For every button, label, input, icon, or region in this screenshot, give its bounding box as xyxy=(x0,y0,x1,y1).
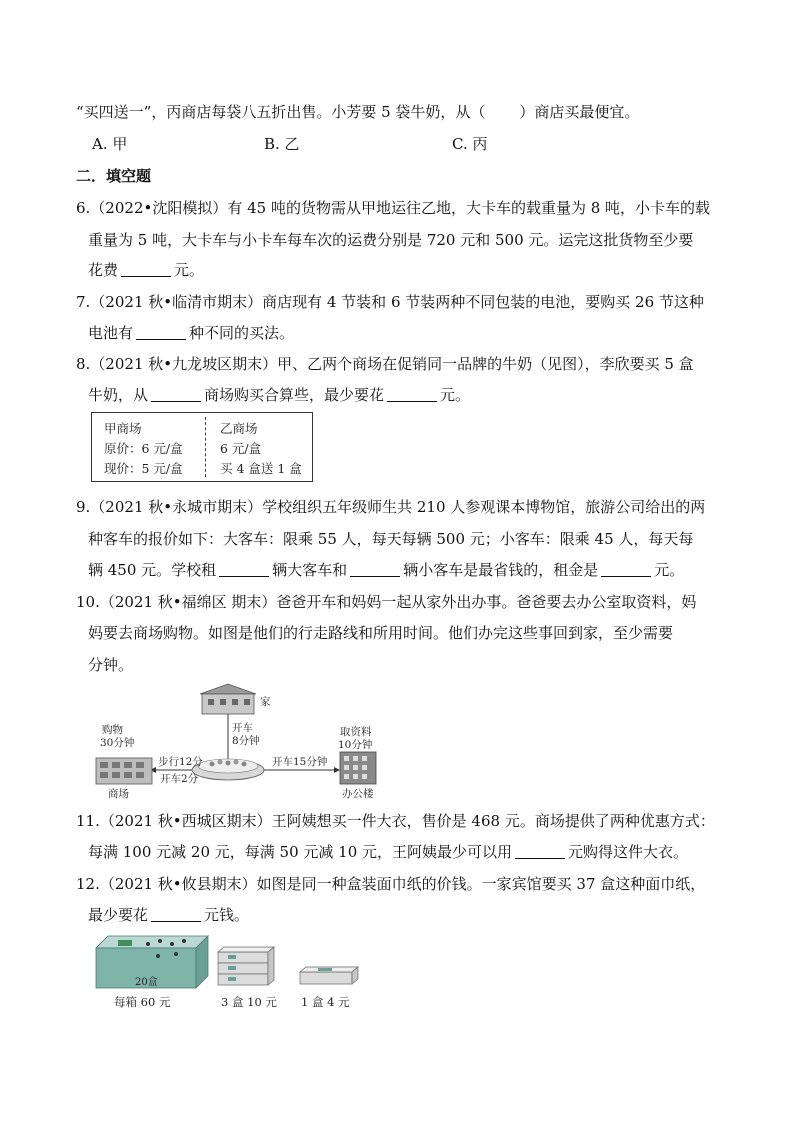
table-cell: 买 4 盒送 1 盒 xyxy=(220,461,302,476)
table-col-yi xyxy=(220,419,302,479)
q7-text-after: 种不同的买法。 xyxy=(189,324,295,342)
q9-line3 xyxy=(88,560,684,580)
q5-option-c[interactable]: C. 丙 xyxy=(452,135,488,153)
table-divider xyxy=(205,417,206,477)
table-cell: 甲商场 xyxy=(104,421,142,436)
price-case: 每箱 60 元 xyxy=(114,995,171,1009)
q11-text: 每满 100 元减 20 元，每满 50 元减 10 元，王阿姨最少可以用 xyxy=(88,843,513,861)
q8-price-table xyxy=(91,412,313,482)
q12-price-figure xyxy=(88,930,368,1020)
drive-home-label-2: 8分钟 xyxy=(232,735,260,747)
q8-answer-blank-1[interactable] xyxy=(151,387,201,402)
table-col-jia xyxy=(104,419,183,479)
price-three-pack: 3 盒 10 元 xyxy=(221,995,277,1009)
q5-option-a[interactable]: A. 甲 xyxy=(92,135,128,153)
table-cell: 现价：5 元/盒 xyxy=(104,461,183,476)
tissue-single-box-icon xyxy=(300,967,358,984)
table-cell: 乙商场 xyxy=(220,421,258,436)
q9-text-b: 辆大客车和 xyxy=(272,561,348,579)
q9-answer-blank-2[interactable] xyxy=(350,562,400,577)
q9-unit: 元。 xyxy=(654,561,685,579)
q11-line2 xyxy=(88,842,688,862)
q6-line2: 重量为 5 吨，大卡车与小卡车每车次的运费分别是 720 元和 500 元。运完这批货物至少要 xyxy=(88,231,694,249)
q11-line1: 11.（2021 秋•西城区期末）王阿姨想买一件大衣，售价是 468 元。商场提供了两种优惠方式： xyxy=(76,812,715,830)
home-label: 家 xyxy=(260,696,271,708)
walk-label: 步行12分 xyxy=(158,756,203,768)
q9-line1: 9.（2021 秋•永城市期末）学校组织五年级师生共 210 人参观课本博物馆，旅游公司给出的两 xyxy=(76,498,706,516)
mall-label: 商场 xyxy=(108,788,129,800)
case-count-label: 20盒 xyxy=(135,977,158,988)
office-label: 办公楼 xyxy=(342,788,374,800)
q12-answer-blank[interactable] xyxy=(151,907,201,922)
q8-unit: 元。 xyxy=(440,386,471,404)
q12-line2 xyxy=(88,905,249,925)
q8-text-b: 商场购买合算些，最少要花 xyxy=(204,386,385,404)
q11-answer-blank[interactable] xyxy=(515,844,565,859)
q5-option-b[interactable]: B. 乙 xyxy=(264,135,300,153)
table-cell: 6 元/盒 xyxy=(220,441,262,456)
table-cell: 原价：6 元/盒 xyxy=(104,441,183,456)
q6-line3 xyxy=(88,260,204,280)
q12-text: 最少要花 xyxy=(88,906,149,924)
q10-line3: 分钟。 xyxy=(88,656,134,674)
route-diagram xyxy=(88,680,388,830)
q5-text-after: ）商店买最便宜。 xyxy=(519,103,640,121)
q7-answer-blank[interactable] xyxy=(136,325,186,340)
q8-line1: 8.（2021 秋•九龙坡区期末）甲、乙两个商场在促销同一品牌的牛奶（见图），李欣要买 5 盒 xyxy=(76,355,694,373)
q9-answer-blank-3[interactable] xyxy=(601,562,651,577)
q12-line1: 12.（2021 秋•攸县期末）如图是同一种盒装面巾纸的价钱。一家宾馆要买 37 盒这种面巾纸， xyxy=(76,875,706,893)
drive-home-label-1: 开车 xyxy=(232,722,253,734)
q9-line2: 种客车的报价如下：大客车：限乘 55 人，每天每辆 500 元；小客车：限乘 45 人，每天每 xyxy=(88,530,694,548)
q9-text-c: 辆小客车是最省钱的，租金是 xyxy=(403,561,599,579)
q7-text: 电池有 xyxy=(88,324,134,342)
section-title: 二．填空题 xyxy=(76,167,152,185)
q8-line2 xyxy=(88,385,470,405)
drive-office-label: 开车15分钟 xyxy=(272,756,328,768)
q10-route-figure xyxy=(88,680,388,830)
q5-text xyxy=(76,102,639,122)
q9-text-a: 辆 450 元。学校租 xyxy=(88,561,217,579)
q12-unit: 元钱。 xyxy=(204,906,250,924)
shopping-label-1: 购物 xyxy=(102,724,123,736)
q8-text-a: 牛奶，从 xyxy=(88,386,149,404)
q6-unit: 元。 xyxy=(174,261,205,279)
drive-mall-label: 开车2分 xyxy=(160,773,199,785)
q10-line1: 10.（2021 秋•福绵区 期末）爸爸开车和妈妈一起从家外出办事。爸爸要去办公室取资料，妈 xyxy=(76,593,697,611)
mall-building-icon xyxy=(96,758,152,784)
home-building-icon xyxy=(200,684,256,714)
q6-answer-blank[interactable] xyxy=(121,262,171,277)
q11-text-after: 元购得这件大衣。 xyxy=(568,843,689,861)
q6-text: 花费 xyxy=(88,261,119,279)
q8-answer-blank-2[interactable] xyxy=(387,387,437,402)
price-single: 1 盒 4 元 xyxy=(301,995,350,1009)
shopping-label-2: 30分钟 xyxy=(100,737,135,749)
get-docs-label-2: 10分钟 xyxy=(338,739,373,751)
q6-line1: 6.（2022•沈阳模拟）有 45 吨的货物需从甲地运往乙地，大卡车的载重量为 8 吨，小卡车的载 xyxy=(76,199,711,217)
office-building-icon xyxy=(340,752,376,784)
q7-line2 xyxy=(88,323,294,343)
get-docs-label-1: 取资料 xyxy=(340,726,372,738)
q7-line1: 7.（2021 秋•临清市期末）商店现有 4 节装和 6 节装两种不同包装的电池，要购买 26 节这种 xyxy=(76,293,704,311)
q10-line2: 妈要去商场购物。如图是他们的行走路线和所用时间。他们办完这些事回到家，至少需要 xyxy=(88,624,674,642)
q5-text-before: “买四送一”，丙商店每袋八五折出售。小芳要 5 袋牛奶，从（ xyxy=(76,103,486,121)
tissue-three-pack-icon xyxy=(218,947,274,985)
q9-answer-blank-1[interactable] xyxy=(219,562,269,577)
